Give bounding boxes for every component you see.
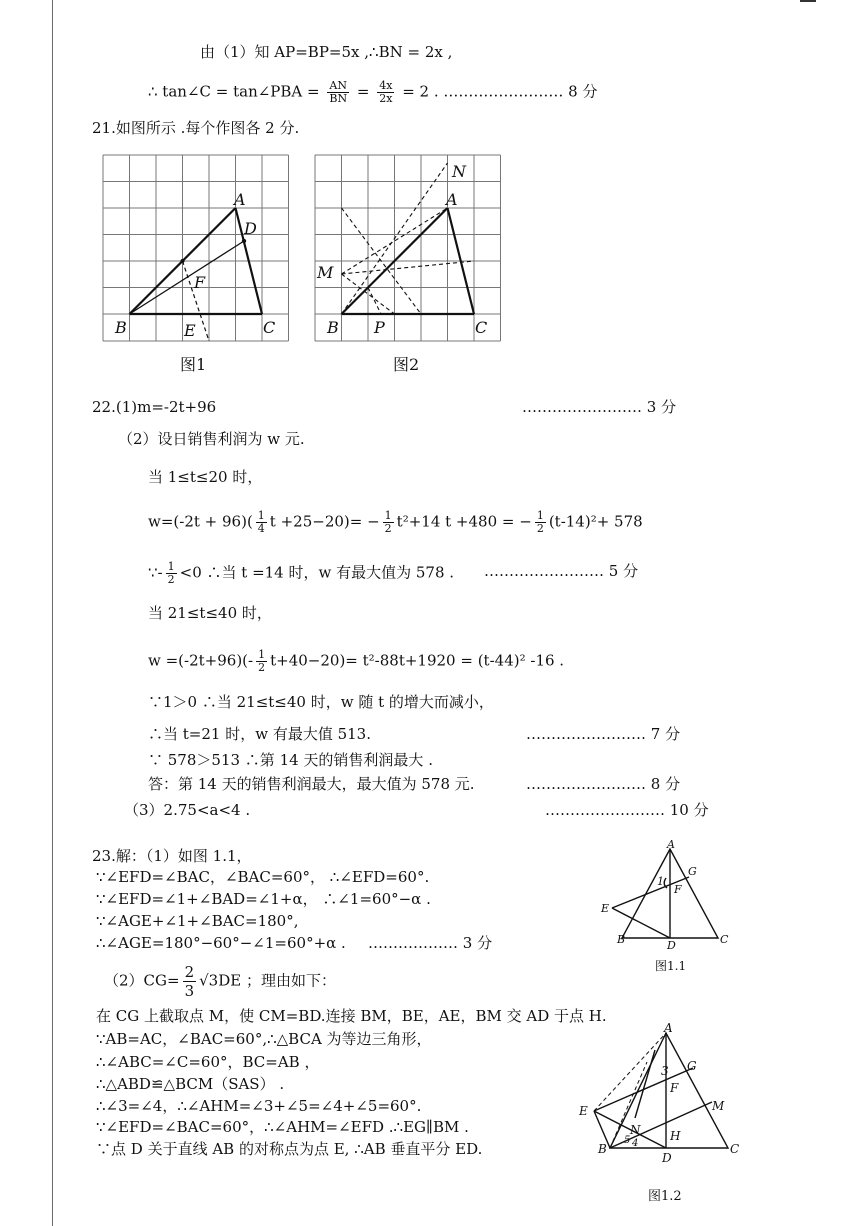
q22-line11-score: …………………… 8 分 (526, 775, 681, 793)
point-label-c: C (475, 318, 488, 337)
q22-line10: ∵ 578＞513 ∴第 14 天的销售利润最大 . (148, 751, 433, 769)
figure-1-2-caption: 图1.2 (648, 1189, 682, 1204)
point-label-b: B (115, 318, 127, 337)
point-label-b: B (598, 1142, 607, 1156)
q23-line4: ∵∠AGE+∠1+∠BAC=180°, (96, 912, 299, 930)
q23-line5-score: ……………… 3 分 (368, 934, 493, 952)
q23-line2: ∵∠EFD=∠BAC，∠BAC=60°， ∴∠EFD=60°. (96, 868, 430, 886)
page-top-mark (800, 0, 816, 2)
q22-line8: ∵1＞0 ∴当 21≤t≤40 时，w 随 t 的增大而减小， (148, 693, 494, 711)
q23-line8: ∵AB=AC，∠BAC=60°,∴△BCA 为等边三角形， (96, 1030, 432, 1048)
point-label-b: B (327, 318, 339, 337)
q22-line11: 答：第 14 天的销售利润最大，最大值为 578 元. (148, 775, 475, 793)
figure-2-caption: 图2 (393, 355, 420, 374)
point-label-c: C (263, 318, 276, 337)
point-label-h: H (670, 1129, 681, 1143)
point-label-f: F (194, 273, 206, 292)
point-label-d: D (662, 1151, 672, 1165)
angle-label-4: 4 (632, 1138, 639, 1149)
q23-line12: ∵∠EFD=∠BAC=60°，∴∠AHM=∠EFD .∴EG∥BM . (96, 1118, 469, 1136)
point-label-p: P (374, 318, 385, 337)
q22-line5: ∵- $\frac{1}{2}$ <0 ∴当 t =14 时，w 有最大值为 578 . (148, 560, 455, 586)
fraction-1-2: $\frac{1}{2}$ (258, 648, 266, 674)
q23-line6: （2）CG= $\frac{2}{3}$ √3DE ；理由如下： (104, 963, 336, 1000)
fraction-an-bn: $\frac{AN}{BN}$ (329, 79, 348, 105)
q23-line5: ∴∠AGE=180°−60°−∠1=60°+α . (96, 934, 346, 952)
point-label-m: M (712, 1099, 725, 1113)
figure-1-1 (596, 838, 746, 978)
q22-line1-score: …………………… 3 分 (522, 398, 677, 416)
point-label-d: D (244, 219, 257, 238)
q22-line12-score: …………………… 10 分 (545, 801, 709, 819)
q23-line10: ∴△ABD≌△BCM（SAS） . (96, 1075, 285, 1093)
figure-2-grid (312, 152, 502, 344)
figure-1-grid (100, 152, 290, 344)
point-label-a: A (664, 1022, 673, 1035)
q22-line4: w=(-2t + 96)( $\frac{1}{4}$ t +25−20)= − $\frac{1}{2}$ t²+14 t +480 = − $\frac{1}{2}$ (t-14)²+ 578 (148, 509, 643, 535)
angle-label-1: 1 (657, 875, 664, 888)
q22-line5-score: …………………… 5 分 (484, 562, 639, 580)
fraction-4x-2x: $\frac{4x}{2x}$ (379, 79, 393, 105)
point-label-a: A (446, 190, 458, 209)
q20-line1: 由（1）知 AP=BP=5x ,∴BN = 2x , (200, 43, 453, 61)
q23-line7: 在 CG 上截取点 M，使 CM=BD.连接 BM，BE，AE，BM 交 AD 于点 H. (96, 1007, 607, 1025)
q22-line2: （2）设日销售利润为 w 元. (118, 430, 305, 448)
fraction-1-2: $\frac{1}{2}$ (384, 509, 392, 535)
point-label-n: N (630, 1123, 641, 1137)
q20-line2: ∴ tan∠C = tan∠PBA = $\frac{AN}{BN}$ = $\frac{4x}{2x}$ = 2 . …………………… 8 分 (148, 79, 598, 105)
q23-line9: ∴∠ABC=∠C=60°，BC=AB ， (96, 1053, 320, 1071)
point-label-a: A (667, 838, 675, 851)
figure-1-caption: 图1 (180, 355, 207, 374)
point-label-g: G (687, 1059, 697, 1073)
q23-line11: ∴∠3=∠4，∴∠AHM=∠3+∠5=∠4+∠5=60°. (96, 1097, 422, 1115)
figure-1-1-caption: 图1.1 (655, 959, 687, 973)
point-label-b: B (617, 933, 626, 946)
angle-label-3: 3 (661, 1064, 669, 1078)
q23-line13: ∵点 D 关于直线 AB 的对称点为点 E, ∴AB 垂直平分 ED. (96, 1140, 483, 1158)
q22-line6: 当 21≤t≤40 时， (148, 604, 272, 622)
point-label-f: F (670, 1081, 679, 1095)
fraction-2-3: $\frac{2}{3}$ (184, 963, 195, 1000)
fraction-1-2: $\frac{1}{2}$ (167, 560, 175, 586)
page-left-edge (52, 0, 53, 1226)
point-label-c: C (730, 1142, 740, 1156)
point-label-c: C (720, 933, 729, 946)
q23-line3: ∵∠EFD=∠1+∠BAD=∠1+α， ∴∠1=60°−α . (96, 890, 431, 908)
angle-label-5: 5 (624, 1135, 631, 1146)
point-label-m: M (317, 263, 334, 282)
point-label-g: G (688, 865, 697, 878)
q23-line1: 23.解：（1）如图 1.1， (92, 847, 252, 865)
q22-line12: （3）2.75<a<4 . (124, 801, 251, 819)
q22-line9-score: …………………… 7 分 (526, 725, 681, 743)
q22-line3: 当 1≤t≤20 时， (148, 468, 263, 486)
point-label-e: E (184, 321, 196, 340)
point-label-a: A (234, 190, 246, 209)
q22-line7: w =(-2t+96)(- $\frac{1}{2}$ t+40−20)= t²-88t+1920 = (t-44)² -16 . (148, 648, 565, 674)
q21-heading: 21.如图所示 .每个作图各 2 分. (92, 119, 300, 137)
point-label-e: E (601, 902, 610, 915)
point-label-f: F (674, 883, 682, 896)
point-label-n: N (452, 162, 466, 181)
q22-line1: 22.(1)m=-2t+96 (92, 398, 217, 416)
q22-line9: ∴当 t=21 时，w 有最大值 513. (148, 725, 371, 743)
fraction-1-2: $\frac{1}{2}$ (536, 509, 544, 535)
fraction-1-4: $\frac{1}{4}$ (257, 509, 265, 535)
point-label-d: D (667, 939, 676, 952)
figure-1-2 (575, 1022, 755, 1210)
point-label-e: E (579, 1104, 588, 1118)
